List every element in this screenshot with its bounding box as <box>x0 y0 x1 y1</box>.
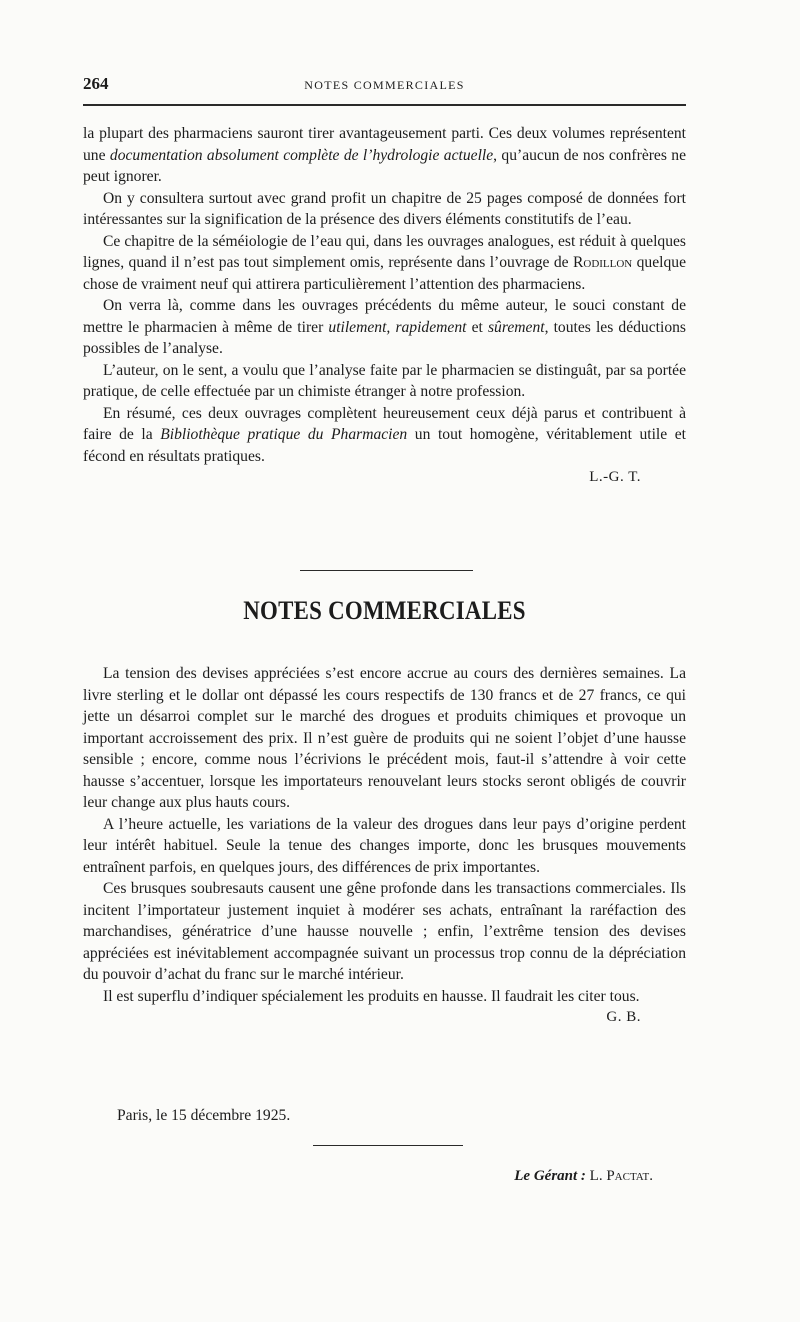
closing-rule <box>313 1145 463 1146</box>
review-paragraph: En résumé, ces deux ouvrages complètent heureusement ceux déjà parus et contribuent à faire de la Bibliothèque pratique du Pharmacien un tout homogène, véritablement utile et fécond en résultats pratiques. <box>83 404 686 465</box>
header-rule <box>83 104 686 106</box>
section-divider <box>300 570 473 571</box>
notes-signature: G. B. <box>606 1009 641 1025</box>
running-title: NOTES COMMERCIALES <box>304 78 465 92</box>
dateline: Paris, le 15 décembre 1925. <box>117 1107 291 1124</box>
review-paragraph: L’auteur, on le sent, a voulu que l’analyse faite par le pharmacien se distinguât, par sa portée pratique, de celle effectuée par un chimiste étranger à notre profession. <box>83 361 686 400</box>
manager-signature <box>514 1168 653 1185</box>
running-head <box>83 74 686 96</box>
review-continuation <box>83 123 686 489</box>
manager-name: L. Pactat. <box>589 1168 653 1184</box>
author-name: Rodillon <box>572 254 633 271</box>
notes-paragraph: Il est superflu d’indiquer spécialement les produits en hausse. Il faudrait les citer tous. <box>103 987 640 1005</box>
review-paragraph: Ce chapitre de la séméiologie de l’eau qui, dans les ouvrages analogues, est réduit à quelques lignes, quand il n’est pas tout simplement omis, représente dans l’ouvrage de Rodillon quelque chose de vraiment neuf qui attirera particulièrement l’attention des pharmaciens. <box>83 232 686 293</box>
notes-paragraph: A l’heure actuelle, les variations de la valeur des drogues dans leur pays d’origine perdent leur intérêt habituel. Seule la tenue des changes importe, donc les brusques mouvements entraînent parfois, en quelques jours, des différences de prix importantes. <box>83 815 686 876</box>
page-number: 264 <box>83 74 109 93</box>
section-title: NOTES COMMERCIALES <box>243 596 526 625</box>
review-paragraph: On verra là, comme dans les ouvrages précédents du même auteur, le souci constant de mettre le pharmacien à même de tirer utilement, rapidement et sûrement, toutes les déductions possibles de l’analyse. <box>83 297 686 357</box>
commercial-notes-body <box>83 663 686 1029</box>
review-paragraph: la plupart des pharmaciens sauront tirer avantageusement parti. Ces deux volumes représentent une documentation absolument complète de l’hydrologie actuelle, qu’aucun de nos confrères ne peut ignorer. <box>83 125 686 185</box>
notes-paragraph: Ces brusques soubresauts causent une gêne profonde dans les transactions commerciales. Ils incitent l’importateur justement inquiet à modérer ses achats, entraînant la raréfaction des marchandises, génératrice d’une hausse nouvelle ; enfin, l’extrême tension des devises appréciées est inévitablement accompagnée suivant un processus trop connu de la dépréciation du pouvoir d’achat du franc sur le marché intérieur. <box>83 880 686 983</box>
review-signature: L.-G. T. <box>589 469 641 485</box>
review-paragraph: On y consultera surtout avec grand profit un chapitre de 25 pages composé de données fort intéressantes sur la signification de la présence des divers éléments constitutifs de l’eau. <box>83 189 686 228</box>
manager-label: Le Gérant : <box>514 1168 586 1184</box>
notes-paragraph: La tension des devises appréciées s’est encore accrue au cours des dernières semaines. La livre sterling et le dollar ont dépassé les cours respectifs de 130 francs et de 27 francs, ce qui jette un désarroi complet sur le marché des drogues et produits chimiques et provoque un important accroissement des prix. Il n’est guère de produits qui ne soient l’objet d’une hausse sensible ; encore, comme nous l’écrivions le précédent mois, faut-il s’attendre à voir cette hausse s’accentuer, lorsque les importateurs renouvelant leurs stocks seront obligés de couvrir leur change aux plus hauts cours. <box>83 665 686 811</box>
